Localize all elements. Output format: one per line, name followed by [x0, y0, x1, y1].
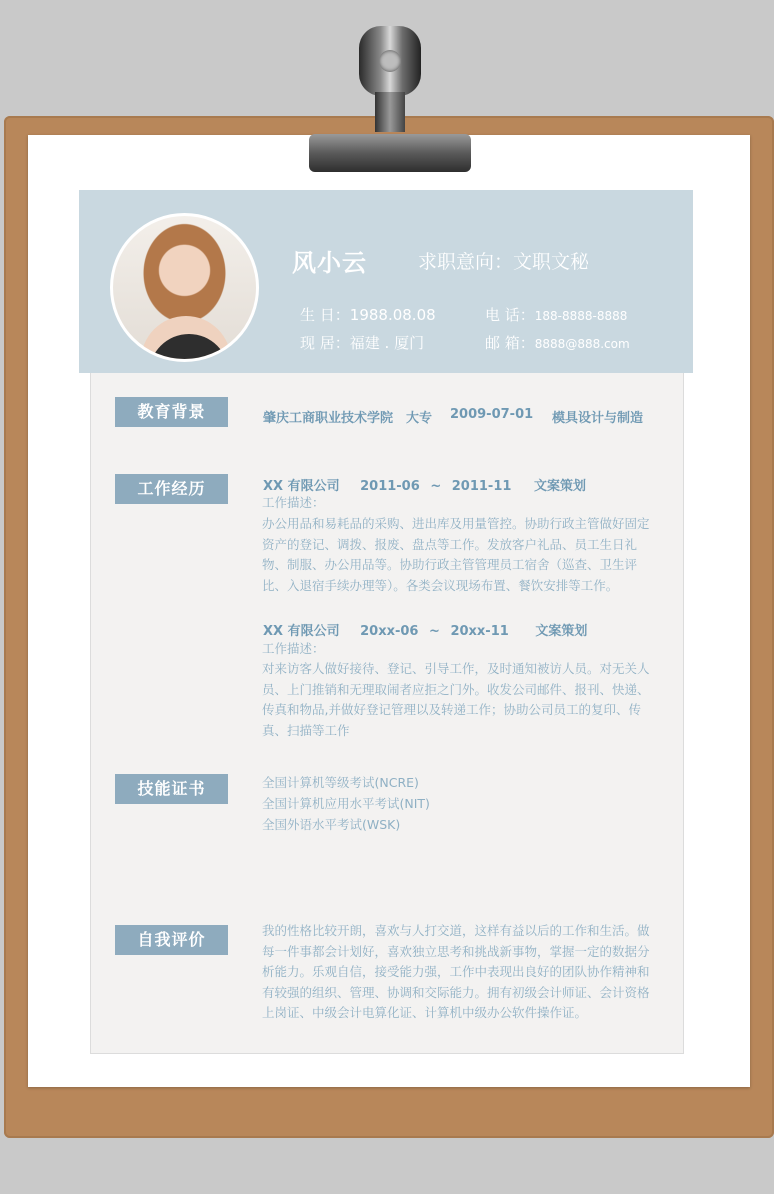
birth-value: 1988.08.08: [349, 306, 436, 324]
job-2-role: 文案策划: [535, 624, 588, 639]
skill-item: 全国计算机应用水平考试(NIT): [262, 796, 430, 811]
job-2-desc-label: 工作描述：: [262, 641, 325, 656]
job-1-desc-label: 工作描述：: [262, 495, 325, 510]
job-2-start: 20xx-06: [360, 624, 419, 639]
phone-label: 电 话：: [485, 306, 535, 324]
job-1-end: 2011-11: [451, 479, 512, 494]
job-1-role: 文案策划: [533, 479, 586, 494]
phone-info: [485, 304, 627, 325]
skills-heading: 技能证书: [115, 774, 228, 804]
job-1-company: XX 有限公司: [263, 479, 340, 494]
job-1-sep: ~: [430, 479, 442, 494]
profile-photo: [110, 213, 259, 362]
education-major: 模具设计与制造: [552, 411, 644, 426]
self-eval-heading: 自我评价: [115, 925, 228, 955]
binder-clip: [305, 26, 475, 176]
education-heading: 教育背景: [115, 397, 228, 427]
skill-item: 全国计算机等级考试(NCRE): [262, 775, 419, 790]
email-value: 8888@888.com: [534, 337, 630, 351]
skills-list: [262, 772, 430, 835]
job-intent: 求职意向：文职文秘: [418, 251, 590, 273]
education-school: 肇庆工商职业技术学院: [263, 411, 394, 426]
job-1-header: [263, 475, 586, 494]
education-date: 2009-07-01: [450, 407, 534, 422]
residence-label: 现 居：: [300, 334, 350, 352]
job-1-desc: 办公用品和易耗品的采购、进出库及用量管控。协助行政主管做好固定资产的登记、调拨、报废、盘点等工作。发放客户礼品、员工生日礼物、制服、办公用品等。协助行政主管管理员工宿舍（巡查、卫生评比、入退宿手续办理等）。各类会议现场布置、餐饮安排等工作。: [262, 516, 650, 593]
work-heading: 工作经历: [115, 474, 228, 504]
candidate-name: 风小云: [292, 249, 367, 277]
job-2-sep: ~: [429, 624, 440, 639]
residence-info: [300, 332, 424, 353]
email-label: 邮 箱：: [485, 334, 535, 352]
residence-value: 福建 . 厦门: [349, 334, 425, 352]
education-degree: 大专: [406, 411, 433, 426]
email-info: [485, 332, 630, 353]
job-2-end: 20xx-11: [450, 624, 509, 639]
job-1-start: 2011-06: [360, 479, 420, 494]
job-2-desc: 对来访客人做好接待、登记、引导工作，及时通知被访人员。对无关人员、上门推销和无理取闹者应拒之门外。收发公司邮件、报刊、快递、传真和物品,并做好登记管理以及转递工作；协助公司员工的复印、传真、扫描等工作: [262, 661, 650, 738]
job-2-company: XX 有限公司: [263, 624, 340, 639]
birth-label: 生 日：: [300, 306, 350, 324]
skill-item: 全国外语水平考试(WSK): [262, 817, 401, 832]
phone-value: 188-8888-8888: [534, 309, 628, 323]
job-2-header: [263, 620, 587, 639]
self-eval-text: 我的性格比较开朗，喜欢与人打交道，这样有益以后的工作和生活。做每一件事都会计划好，喜欢独立思考和挑战新事物，掌握一定的数据分析能力。乐观自信，接受能力强，工作中表现出良好的团队协作精神和有较强的组织、管理、协调和交际能力。拥有初级会计师证、会计资格上岗证、中级会计电算化证、计算机中级办公软件操作证。: [262, 923, 650, 1020]
birth-info: [300, 304, 436, 325]
